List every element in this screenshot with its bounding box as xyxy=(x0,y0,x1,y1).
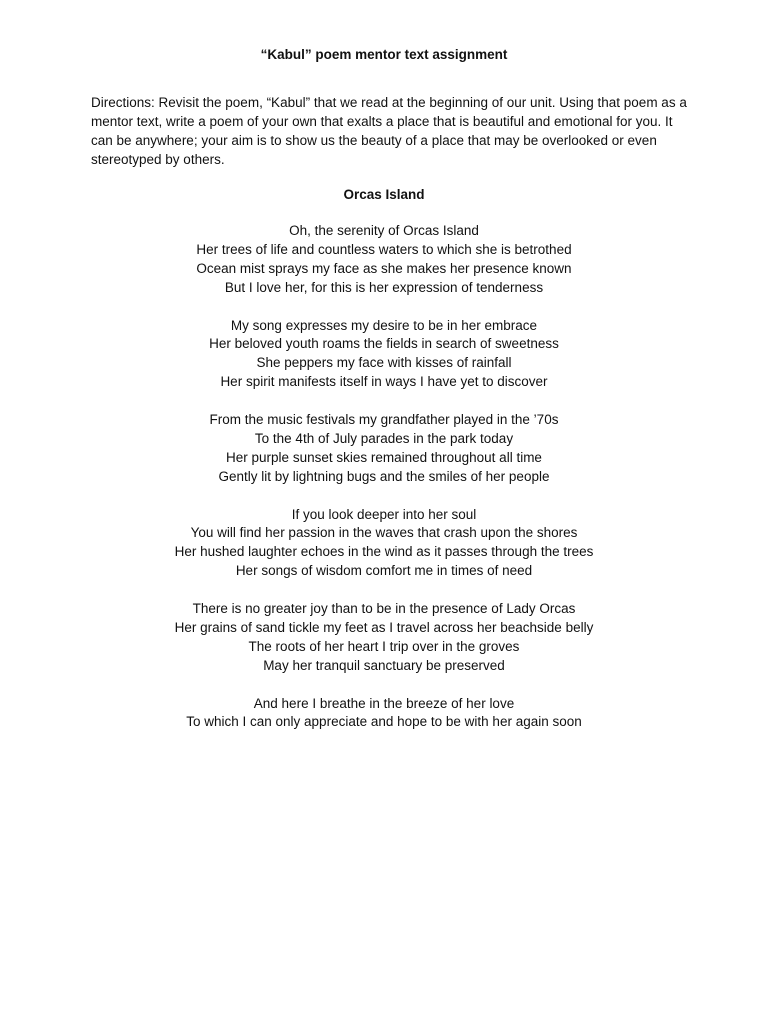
poem-title: Orcas Island xyxy=(343,187,425,202)
poem-line: Her grains of sand tickle my feet as I travel across her beachside belly xyxy=(174,619,594,635)
poem-line: But I love her, for this is her expression of tenderness xyxy=(224,279,544,295)
poem-line: Her spirit manifests itself in ways I have yet to discover xyxy=(220,374,548,390)
poem-line: Ocean mist sprays my face as she makes her presence known xyxy=(196,260,572,276)
document-title: “Kabul” poem mentor text assignment xyxy=(260,47,508,62)
poem-line: There is no greater joy than to be in the presence of Lady Orcas xyxy=(192,601,576,617)
poem-line: Her beloved youth roams the fields in search of sweetness xyxy=(209,336,559,352)
poem-line: Her trees of life and countless waters to which she is betrothed xyxy=(196,241,572,257)
poem-line: The roots of her heart I trip over in the groves xyxy=(248,638,520,654)
poem-line: Her purple sunset skies remained throughout all time xyxy=(226,449,542,465)
poem-line: If you look deeper into her soul xyxy=(291,506,477,522)
poem-line: And here I breathe in the breeze of her love xyxy=(253,695,515,711)
stanza-6 xyxy=(0,695,768,733)
directions-text: Directions: Revisit the poem, “Kabul” that we read at the beginning of our unit. Using that poem as a mentor text, write a poem of your own that exalts a place that is beautiful and emotional for you. It can be anywhere; your aim is to show us the beauty of a place that may be overlooked or even stereotyped by others. xyxy=(91,95,687,167)
poem-line: You will find her passion in the waves that crash upon the shores xyxy=(190,525,578,541)
stanza-4 xyxy=(0,506,768,582)
poem-line: Her hushed laughter echoes in the wind as it passes through the trees xyxy=(174,544,594,560)
poem-line: Gently lit by lightning bugs and the smiles of her people xyxy=(218,468,550,484)
poem-line: May her tranquil sanctuary be preserved xyxy=(263,657,505,673)
directions-paragraph xyxy=(91,93,691,169)
poem-line: Oh, the serenity of Orcas Island xyxy=(289,223,479,238)
poem-line: To which I can only appreciate and hope to be with her again soon xyxy=(186,714,582,730)
poem-body xyxy=(0,222,768,751)
poem-line: My song expresses my desire to be in her embrace xyxy=(230,317,538,333)
stanza-2 xyxy=(0,317,768,393)
poem-line: Her songs of wisdom comfort me in times of need xyxy=(235,563,533,579)
poem-line: To the 4th of July parades in the park today xyxy=(254,430,514,446)
stanza-3 xyxy=(0,411,768,487)
poem-line: From the music festivals my grandfather played in the ’70s xyxy=(209,412,559,428)
stanza-1 xyxy=(0,222,768,298)
stanza-5 xyxy=(0,600,768,676)
poem-line: She peppers my face with kisses of rainfall xyxy=(256,355,512,371)
